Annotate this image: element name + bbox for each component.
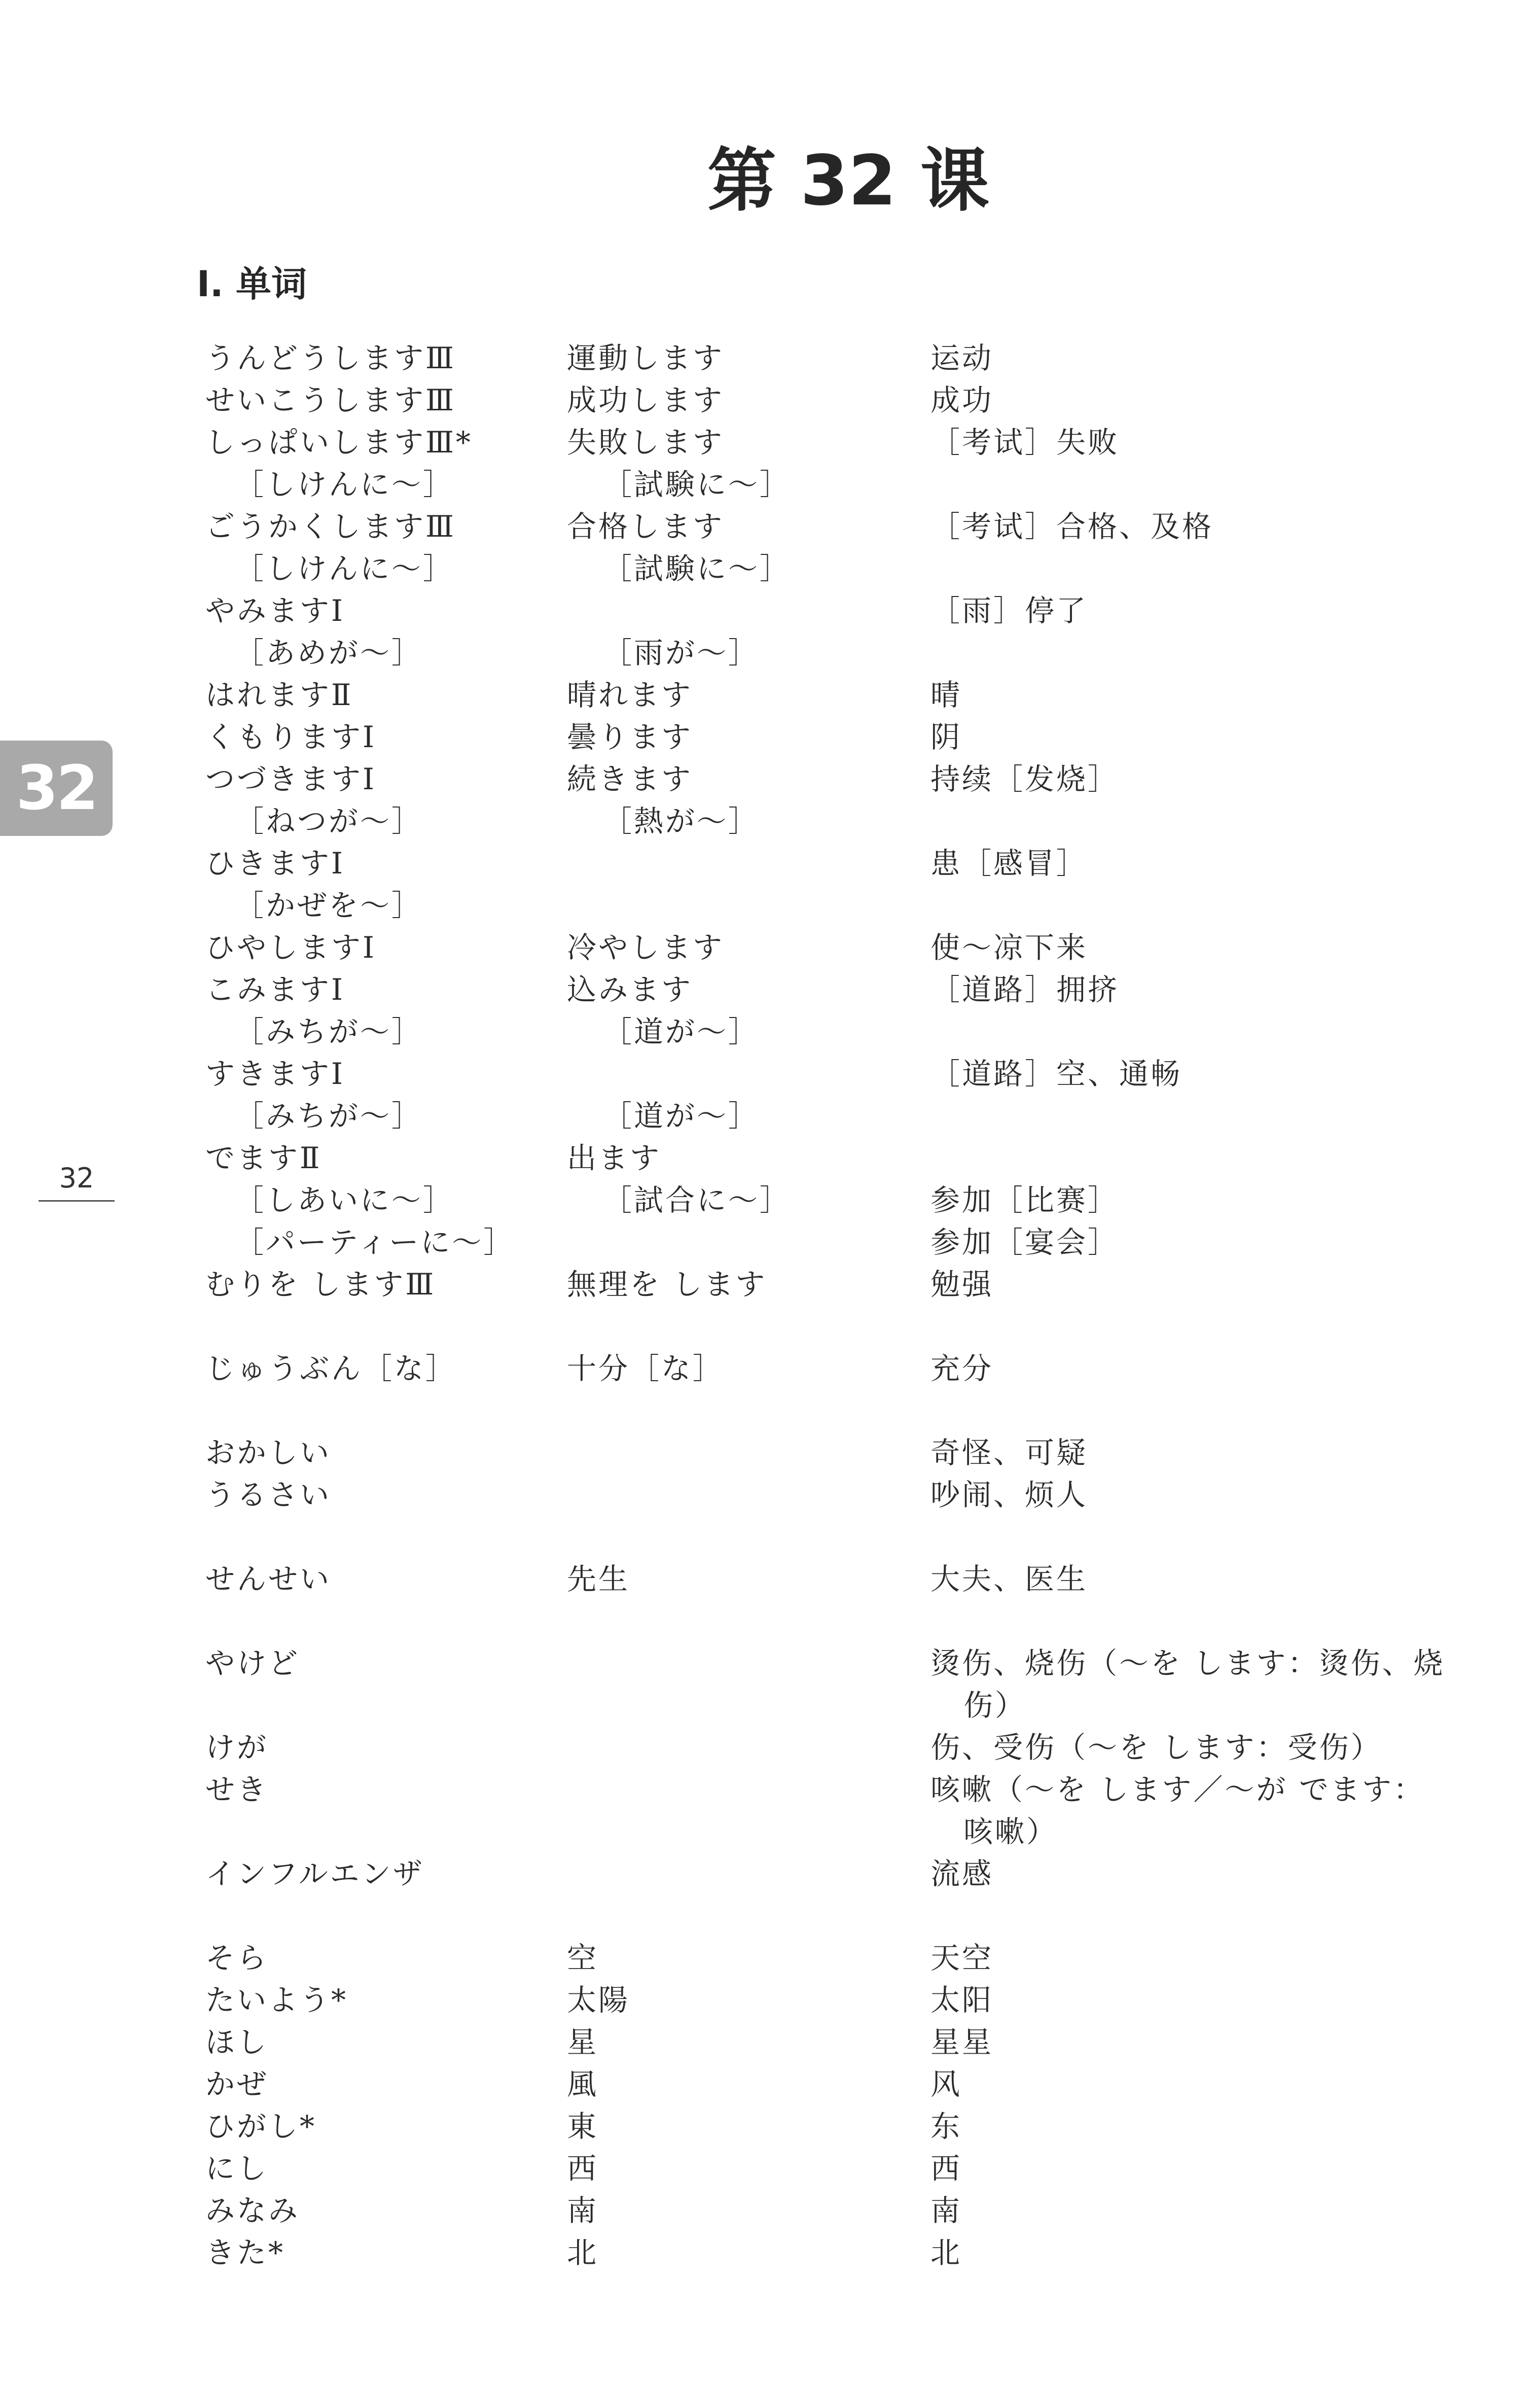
vocab-meaning: 西 [930, 2151, 962, 2186]
vocab-meaning: 东 [930, 2109, 962, 2144]
vocab-kana: やけど [205, 1646, 300, 1680]
vocab-row [0, 885, 1540, 927]
vocab-kanji: 運動します [567, 341, 725, 375]
vocab-kana: ［かぜを～］ [234, 888, 423, 923]
vocab-meaning: 成功 [930, 383, 994, 417]
vocab-row [0, 1348, 1540, 1390]
vocab-kana: うるさい [205, 1478, 332, 1512]
vocab-meaning: 阴 [930, 720, 962, 754]
vocab-kanji: 合格します [567, 509, 725, 544]
vocab-row [0, 1685, 1540, 1727]
vocab-kana: はれますⅡ [205, 678, 353, 712]
vocab-kana: ひがし* [205, 2109, 317, 2144]
vocab-row [0, 1937, 1540, 1979]
vocab-meaning: 患［感冒］ [930, 846, 1088, 881]
vocab-kana: にし [205, 2151, 269, 2186]
vocab-meaning: 南 [930, 2193, 962, 2228]
vocab-kanji: ［試験に～］ [602, 467, 792, 502]
vocab-meaning: 星星 [930, 2025, 994, 2059]
vocab-kanji: 続きます [567, 762, 693, 796]
vocab-kanji: 東 [567, 2109, 599, 2144]
vocab-meaning: ［雨］停了 [930, 593, 1088, 628]
vocab-row [0, 2190, 1540, 2232]
vocab-meaning: 充分 [930, 1351, 994, 1386]
chapter-tab-number: 32 [16, 753, 97, 824]
vocab-kana: おかしい [205, 1435, 332, 1470]
vocab-meaning: 参加［比赛］ [930, 1183, 1120, 1217]
vocab-kanji: 成功します [567, 383, 725, 417]
vocab-kana: しっぱいしますⅢ* [205, 425, 473, 460]
vocab-row [0, 632, 1540, 674]
vocab-row [0, 1516, 1540, 1558]
page-number: 32 [59, 1162, 94, 1194]
vocab-meaning: 晴 [930, 678, 962, 712]
vocab-kana: せんせい [205, 1562, 332, 1596]
vocab-meaning: 参加［宴会］ [930, 1225, 1120, 1259]
vocab-kanji: 失敗します [567, 425, 725, 460]
vocab-kana: たいよう* [205, 1983, 348, 2017]
vocab-kana: すきますⅠ [205, 1057, 345, 1091]
vocab-kanji: 込みます [567, 972, 693, 1007]
vocab-meaning: 天空 [930, 1941, 994, 1975]
vocab-kana: こみますⅠ [205, 972, 345, 1007]
vocab-row [0, 464, 1540, 506]
vocab-meaning: 北 [930, 2235, 962, 2270]
vocab-meaning: 奇怪、可疑 [930, 1435, 1088, 1470]
vocab-row [0, 1179, 1540, 1221]
vocab-kanji: 無理を します [567, 1267, 767, 1302]
vocab-row [0, 927, 1540, 969]
vocab-kanji: 星 [567, 2025, 599, 2059]
vocab-row [0, 422, 1540, 464]
vocab-row [0, 2232, 1540, 2274]
vocab-meaning: 吵闹、烦人 [930, 1478, 1088, 1512]
vocab-kanji: ［道が～］ [602, 1014, 760, 1049]
vocab-row [0, 548, 1540, 590]
vocab-kanji: 風 [567, 2067, 599, 2101]
vocab-row [0, 1558, 1540, 1600]
vocab-row [0, 1306, 1540, 1348]
vocab-meaning: 伤、受伤（～を します：受伤） [930, 1730, 1382, 1765]
vocab-row [0, 590, 1540, 632]
vocab-row [0, 716, 1540, 758]
page-title: 第 32 课 [707, 141, 989, 221]
vocab-kanji: 十分［な］ [567, 1351, 725, 1386]
vocab-row [0, 1853, 1540, 1895]
vocab-meaning: 伤） [963, 1688, 1027, 1723]
vocab-kana: ごうかくしますⅢ [205, 509, 456, 544]
vocab-kana: うんどうしますⅢ [205, 341, 456, 375]
vocab-row [0, 2021, 1540, 2063]
vocab-kanji: 冷やします [567, 930, 725, 965]
vocab-row [0, 1895, 1540, 1937]
vocab-kanji: 西 [567, 2151, 599, 2186]
vocab-row [0, 2106, 1540, 2148]
vocab-kana: ひきますⅠ [205, 846, 345, 881]
vocab-row [0, 1053, 1540, 1095]
vocab-kana: つづきますⅠ [205, 762, 376, 796]
vocab-meaning: 咳嗽） [963, 1814, 1058, 1849]
vocab-meaning: 流感 [930, 1856, 994, 1891]
vocab-meaning: ［考试］失败 [930, 425, 1120, 460]
vocab-kana: インフルエンザ [205, 1856, 424, 1891]
vocab-kanji: 南 [567, 2193, 599, 2228]
vocab-row [0, 758, 1540, 800]
vocab-kana: でますⅡ [205, 1141, 322, 1175]
vocab-kana: ひやしますⅠ [205, 930, 376, 965]
vocab-kana: そら [205, 1941, 269, 1975]
vocab-kana: せいこうしますⅢ [205, 383, 456, 417]
vocab-kana: くもりますⅠ [205, 720, 376, 754]
vocab-meaning: 运动 [930, 341, 994, 375]
vocab-row [0, 800, 1540, 843]
vocab-meaning: 使～凉下来 [930, 930, 1088, 965]
vocab-row [0, 1769, 1540, 1811]
vocab-kana: ［みちが～］ [234, 1099, 423, 1133]
vocab-kanji: ［雨が～］ [602, 636, 760, 670]
vocab-row [0, 2063, 1540, 2106]
vocab-kanji: 出ます [567, 1141, 662, 1175]
vocab-row [0, 1811, 1540, 1853]
vocab-meaning: 咳嗽（～を します／～が でます： [930, 1772, 1425, 1807]
vocab-kana: ［みちが～］ [234, 1014, 423, 1049]
vocab-row [0, 1264, 1540, 1306]
vocab-kanji: ［道が～］ [602, 1099, 760, 1133]
vocab-row [0, 1137, 1540, 1179]
vocab-kanji: 晴れます [567, 678, 693, 712]
section-heading: Ⅰ. 单词 [197, 263, 307, 305]
vocab-row [0, 1011, 1540, 1053]
vocab-kana: きた* [205, 2235, 285, 2270]
vocab-row [0, 2148, 1540, 2190]
vocab-kana: ほし [205, 2025, 269, 2059]
vocab-kanji: 太陽 [567, 1983, 630, 2017]
vocab-meaning: ［道路］空、通畅 [930, 1057, 1183, 1091]
vocab-row [0, 843, 1540, 885]
vocab-meaning: ［道路］拥挤 [930, 972, 1120, 1007]
vocab-meaning: ［考试］合格、及格 [930, 509, 1214, 544]
vocab-row [0, 1600, 1540, 1642]
vocab-kana: みなみ [205, 2193, 300, 2228]
vocab-meaning: 太阳 [930, 1983, 994, 2017]
vocab-kanji: ［試験に～］ [602, 551, 792, 586]
vocab-row [0, 337, 1540, 379]
vocab-meaning: 持续［发烧］ [930, 762, 1120, 796]
vocab-row [0, 1221, 1540, 1264]
vocab-row [0, 379, 1540, 422]
vocab-row [0, 1390, 1540, 1432]
vocab-kana: ［しあいに～］ [234, 1183, 455, 1217]
vocab-kana: ［ねつが～］ [234, 804, 423, 838]
vocab-kana: せき [205, 1772, 269, 1807]
vocab-row [0, 674, 1540, 716]
vocab-kana: やみますⅠ [205, 593, 345, 628]
vocab-meaning: 大夫、医生 [930, 1562, 1088, 1596]
vocab-row [0, 969, 1540, 1011]
vocab-row [0, 1095, 1540, 1137]
vocab-meaning: 风 [930, 2067, 962, 2101]
vocab-kana: ［しけんに～］ [234, 551, 455, 586]
vocab-row [0, 1727, 1540, 1769]
vocab-meaning: 烫伤、烧伤（～を します：烫伤、烧 [930, 1646, 1445, 1680]
vocab-kana: かぜ [205, 2067, 269, 2101]
vocab-kanji: ［熱が～］ [602, 804, 760, 838]
vocab-meaning: 勉强 [930, 1267, 994, 1302]
vocab-kanji: 北 [567, 2235, 599, 2270]
vocab-row [0, 1474, 1540, 1516]
vocab-kana: ［あめが～］ [234, 636, 423, 670]
vocab-row [0, 1979, 1540, 2021]
vocab-row [0, 1642, 1540, 1685]
vocab-row [0, 506, 1540, 548]
vocab-kana: じゅうぶん［な］ [205, 1351, 457, 1386]
vocab-kanji: 曇ります [567, 720, 693, 754]
vocab-row [0, 1432, 1540, 1474]
vocab-kanji: ［試合に～］ [602, 1183, 792, 1217]
vocab-kanji: 先生 [567, 1562, 630, 1596]
vocab-kana: ［パーティーに～］ [234, 1225, 515, 1259]
vocab-kana: むりを しますⅢ [205, 1267, 436, 1302]
vocab-kanji: 空 [567, 1941, 599, 1975]
vocab-kana: けが [205, 1730, 269, 1765]
vocab-kana: ［しけんに～］ [234, 467, 455, 502]
